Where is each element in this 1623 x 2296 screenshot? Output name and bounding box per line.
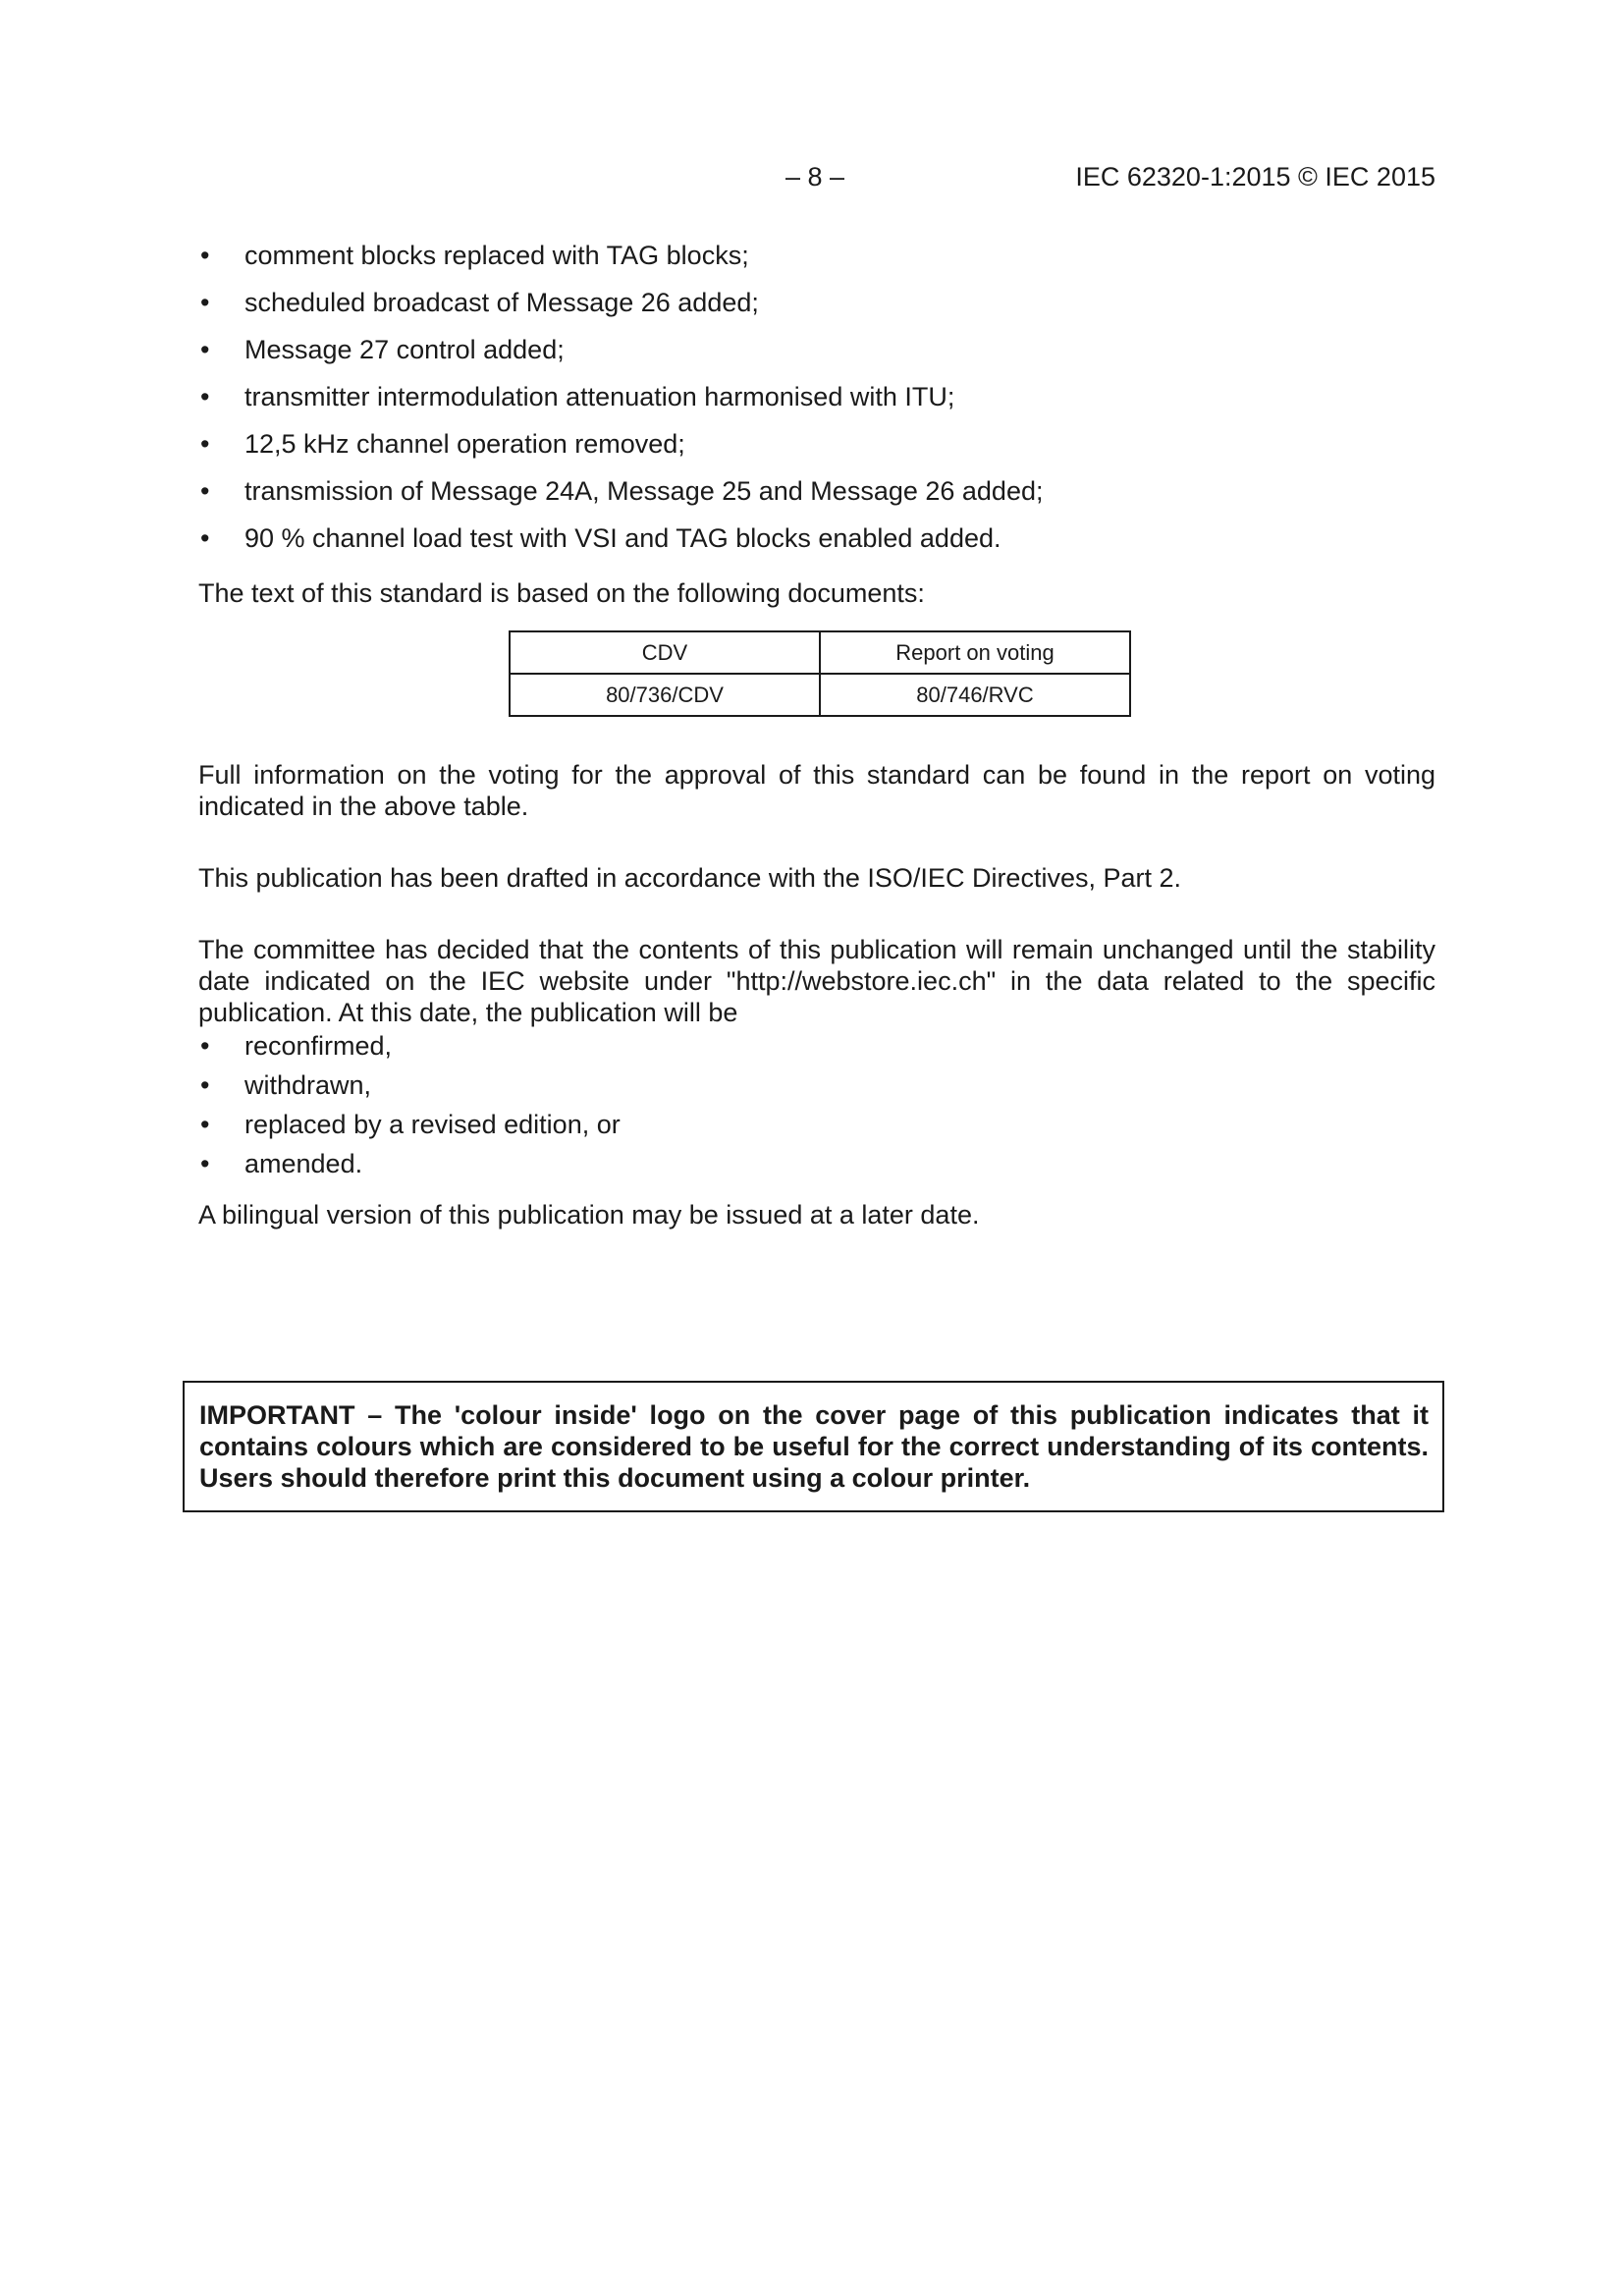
list-item: • replaced by a revised edition, or — [198, 1107, 1435, 1146]
intro-text: The text of this standard is based on the following documents: — [198, 578, 925, 608]
outcomes-list — [198, 1028, 1435, 1185]
column-header-report-on-voting: Report on voting — [820, 631, 1130, 674]
table-cell: 80/736/CDV — [510, 674, 820, 716]
bullet-icon: • — [200, 476, 210, 506]
table-header-row — [510, 631, 1130, 674]
voting-info-paragraph: Full information on the voting for the approval of this standard can be found in the report on voting indicated in the above table. — [198, 760, 1435, 821]
bullet-icon: • — [200, 1070, 210, 1100]
page-number: – 8 – — [785, 162, 845, 191]
list-item: • withdrawn, — [198, 1067, 1435, 1107]
page-content — [198, 238, 1435, 1230]
bullet-icon: • — [200, 1110, 210, 1139]
list-item: • amended. — [198, 1146, 1435, 1185]
documents-table — [509, 630, 1131, 717]
page-header — [0, 162, 1623, 201]
list-item: • 90 % channel load test with VSI and TAG blocks enabled added. — [198, 520, 1435, 568]
bullet-icon: • — [200, 335, 210, 364]
important-notice-box: IMPORTANT – The 'colour inside' logo on the cover page of this publication indicates that it contains colours which are considered to be useful for the correct understanding of its contents. Users should therefore print this document using a colour printer. — [183, 1381, 1444, 1512]
table-cell: 80/746/RVC — [820, 674, 1130, 716]
drafted-paragraph: This publication has been drafted in accordance with the ISO/IEC Directives, Part 2. — [198, 863, 1182, 893]
list-item: • Message 27 control added; — [198, 332, 1435, 379]
list-item: • comment blocks replaced with TAG blocks; — [198, 238, 1435, 285]
bullet-icon: • — [200, 523, 210, 553]
bullet-icon: • — [200, 1149, 210, 1178]
list-item: • scheduled broadcast of Message 26 added; — [198, 285, 1435, 332]
committee-paragraph: The committee has decided that the contents of this publication will remain unchanged until the stability date indicated on the IEC website under "http://webstore.iec.ch" in the data related to the specific publication. At this date, the publication will be — [198, 935, 1435, 1027]
changes-list — [198, 238, 1435, 568]
list-item: • transmission of Message 24A, Message 25 and Message 26 added; — [198, 473, 1435, 520]
column-header-cdv: CDV — [510, 631, 820, 674]
list-item: • transmitter intermodulation attenuation harmonised with ITU; — [198, 379, 1435, 426]
table-row — [510, 674, 1130, 716]
standard-reference: IEC 62320-1:2015 © IEC 2015 — [1075, 162, 1435, 191]
bilingual-paragraph: A bilingual version of this publication may be issued at a later date. — [198, 1200, 980, 1230]
bullet-icon: • — [200, 288, 210, 317]
list-item: • 12,5 kHz channel operation removed; — [198, 426, 1435, 473]
bullet-icon: • — [200, 241, 210, 270]
list-item: • reconfirmed, — [198, 1028, 1435, 1067]
bullet-icon: • — [200, 1031, 210, 1061]
bullet-icon: • — [200, 429, 210, 459]
bullet-icon: • — [200, 382, 210, 411]
